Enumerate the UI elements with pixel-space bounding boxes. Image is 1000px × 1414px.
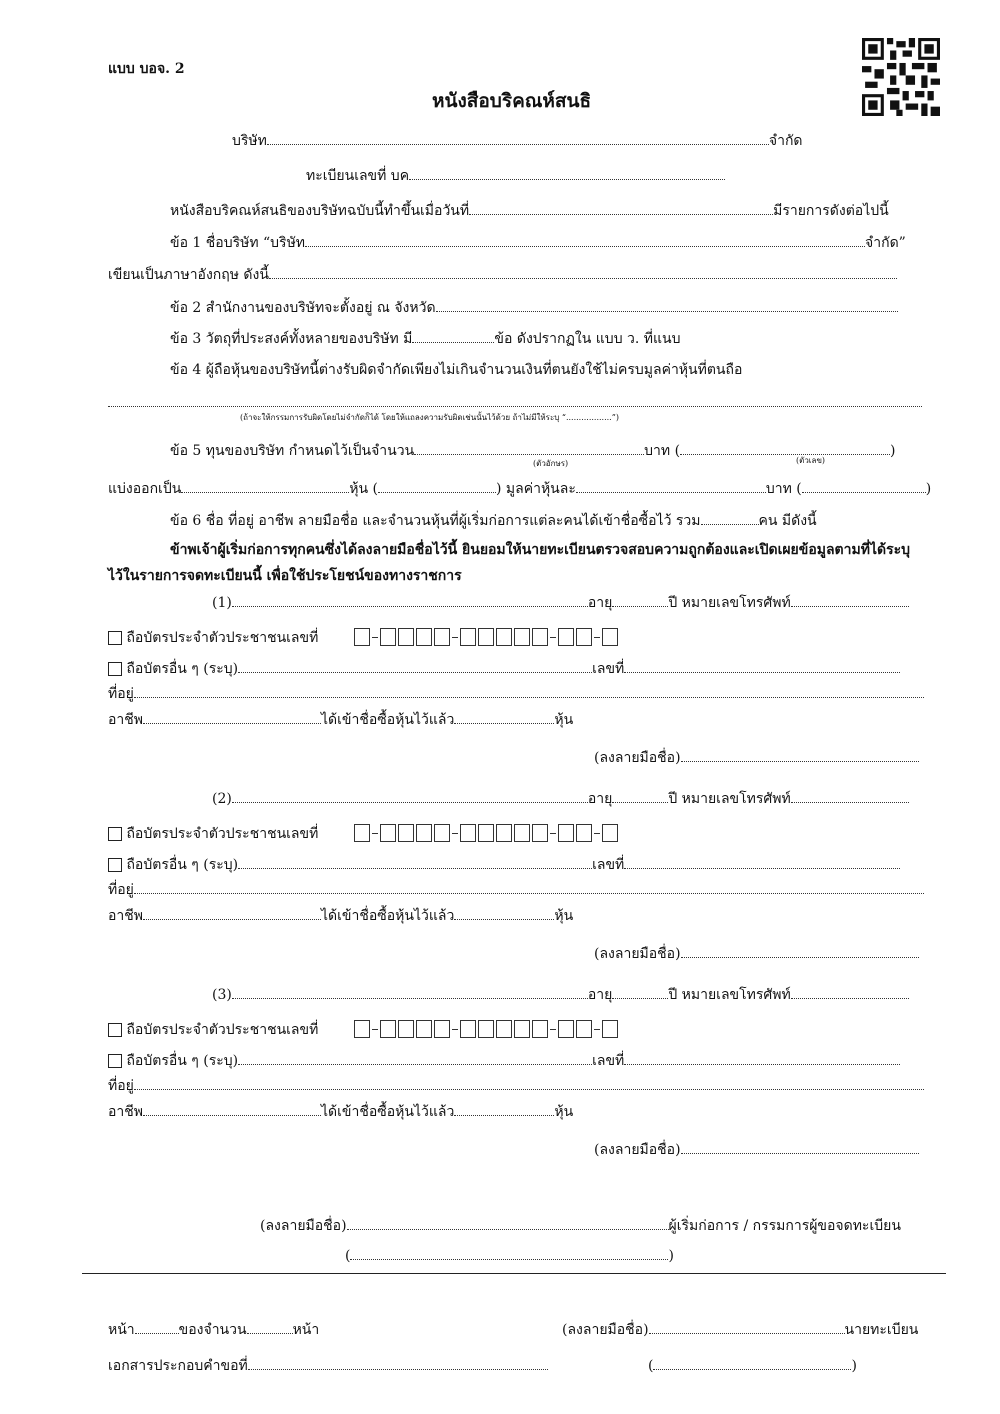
capital-words-field[interactable] bbox=[414, 441, 644, 455]
signature-label: (ลงลายมือชื่อ) bbox=[594, 750, 681, 766]
age-label: อายุ bbox=[587, 791, 613, 807]
occupation-field[interactable] bbox=[143, 906, 321, 920]
occupation-field[interactable] bbox=[143, 1102, 321, 1116]
other-card-checkbox[interactable] bbox=[108, 858, 122, 872]
age-field[interactable] bbox=[612, 593, 668, 607]
id-number-boxes[interactable] bbox=[354, 1019, 620, 1039]
final-name-line[interactable] bbox=[345, 1246, 674, 1265]
par-value-label: ) มูลค่าหุ้นละ bbox=[496, 481, 576, 497]
footer-of-label: ของจำนวน bbox=[178, 1322, 247, 1338]
address-field[interactable] bbox=[134, 1076, 924, 1090]
capital-digits-field[interactable] bbox=[680, 441, 890, 455]
shares-label: หุ้น bbox=[554, 908, 574, 924]
par-value-baht: บาท ( bbox=[765, 481, 802, 497]
final-signature-field[interactable] bbox=[347, 1216, 669, 1230]
id-card-label: ถือบัตรประจำตัวประชาชนเลขที่ bbox=[126, 826, 319, 842]
other-card-checkbox[interactable] bbox=[108, 1054, 122, 1068]
registrar-name-field[interactable] bbox=[653, 1356, 851, 1370]
company-suffix: จำกัด bbox=[768, 133, 803, 149]
other-card-number-field[interactable] bbox=[624, 855, 900, 869]
clause-5-baht: บาท ( bbox=[644, 443, 681, 459]
id-card-checkbox[interactable] bbox=[108, 631, 122, 645]
shares-count-field[interactable] bbox=[181, 479, 349, 493]
other-card-line[interactable] bbox=[108, 1051, 900, 1070]
registration-number-field[interactable] bbox=[409, 166, 725, 180]
final-signature-line[interactable] bbox=[260, 1216, 901, 1235]
promoter-index: (2) bbox=[212, 791, 232, 807]
clause-4-blank-line[interactable] bbox=[108, 393, 922, 412]
clause-1-english-line[interactable] bbox=[108, 265, 897, 284]
page-number-field[interactable] bbox=[135, 1320, 179, 1334]
registrar-sign-label: (ลงลายมือชื่อ) bbox=[562, 1322, 649, 1338]
other-card-line[interactable] bbox=[108, 855, 900, 874]
occupation-label: อาชีพ bbox=[108, 908, 143, 924]
registrar-name-close: ) bbox=[851, 1358, 857, 1374]
par-value-close: ) bbox=[925, 481, 932, 497]
shares-label: หุ้น bbox=[554, 712, 574, 728]
subscribed-label: ได้เข้าชื่อซื้อหุ้นไว้แล้ว bbox=[321, 908, 455, 924]
clause-5-line[interactable] bbox=[170, 441, 896, 460]
age-field[interactable] bbox=[612, 985, 668, 999]
subscribed-label: ได้เข้าชื่อซื้อหุ้นไว้แล้ว bbox=[321, 712, 455, 728]
address-label: ที่อยู่ bbox=[108, 686, 134, 702]
phone-field[interactable] bbox=[791, 789, 909, 803]
address-label: ที่อยู่ bbox=[108, 1078, 134, 1094]
occupation-label: อาชีพ bbox=[108, 1104, 143, 1120]
attachment-line[interactable] bbox=[108, 1356, 548, 1375]
subscribed-label: ได้เข้าชื่อซื้อหุ้นไว้แล้ว bbox=[321, 1104, 455, 1120]
id-card-label: ถือบัตรประจำตัวประชาชนเลขที่ bbox=[126, 630, 319, 646]
document-title: หนังสือบริคณห์สนธิ bbox=[432, 90, 592, 112]
year-phone-label: ปี หมายเลขโทรศัพท์ bbox=[668, 595, 791, 611]
registrar-sign-line[interactable] bbox=[562, 1320, 918, 1339]
other-card-label: ถือบัตรอื่น ๆ (ระบุ) bbox=[126, 1053, 239, 1069]
objectives-count-field[interactable] bbox=[412, 329, 494, 343]
shares-count-words-field[interactable] bbox=[378, 479, 496, 493]
signature-label: (ลงลายมือชื่อ) bbox=[594, 1142, 681, 1158]
address-field[interactable] bbox=[134, 684, 924, 698]
phone-field[interactable] bbox=[791, 593, 909, 607]
clause-4-text: ข้อ 4 ผู้ถือหุ้นของบริษัทนี้ต่างรับผิดจำกัดเพียงไม่เกินจำนวนเงินที่ตนยังใช้ไม่ครบมูลค่าหุ้นที่ตนถือ bbox=[170, 362, 743, 378]
id-card-line[interactable] bbox=[108, 1021, 318, 1039]
final-name-open: ( bbox=[345, 1248, 351, 1264]
promoter-count-field[interactable] bbox=[701, 511, 759, 525]
shares-label: หุ้น bbox=[554, 1104, 574, 1120]
promoter-signature-line[interactable] bbox=[594, 1140, 919, 1159]
form-code: แบบ บอจ. 2 bbox=[108, 61, 185, 77]
age-label: อายุ bbox=[587, 595, 613, 611]
promoter-index: (3) bbox=[212, 987, 232, 1003]
registrar-name-line[interactable] bbox=[648, 1356, 857, 1375]
footer-page-label: หน้า bbox=[108, 1322, 135, 1338]
number-label: เลขที่ bbox=[592, 857, 625, 873]
clause-5-label: ข้อ 5 ทุนของบริษัท กำหนดไว้เป็นจำนวน bbox=[170, 443, 415, 459]
other-card-type-field[interactable] bbox=[238, 855, 592, 869]
capital-digits-caption: (ตัวเลข) bbox=[796, 456, 826, 465]
company-name-field[interactable] bbox=[267, 131, 769, 145]
company-prefix: บริษัท bbox=[232, 133, 267, 149]
final-name-field[interactable] bbox=[350, 1246, 668, 1260]
promoter-index: (1) bbox=[212, 595, 232, 611]
occupation-line[interactable] bbox=[108, 906, 573, 925]
clause-1-line[interactable] bbox=[170, 233, 906, 252]
other-card-type-field[interactable] bbox=[238, 659, 592, 673]
declaration-line-1: ข้าพเจ้าผู้เริ่มก่อการทุกคนซึ่งได้ลงลายมือชื่อไว้นี้ ยินยอมให้นายทะเบียนตรวจสอบความถูกต้องและเปิดเผยข้อมูลตามที่ได้ระบุ bbox=[170, 542, 911, 558]
registrar-label: นายทะเบียน bbox=[844, 1322, 919, 1338]
address-label: ที่อยู่ bbox=[108, 882, 134, 898]
registration-label: ทะเบียนเลขที่ บค bbox=[306, 168, 410, 184]
clause-1-suffix: จำกัด” bbox=[865, 235, 906, 251]
id-card-label: ถือบัตรประจำตัวประชาชนเลขที่ bbox=[126, 1022, 319, 1038]
other-card-type-field[interactable] bbox=[238, 1051, 592, 1065]
other-card-line[interactable] bbox=[108, 659, 900, 678]
id-card-line[interactable] bbox=[108, 629, 318, 647]
clause-6-label: ข้อ 6 ชื่อ ที่อยู่ อาชีพ ลายมือชื่อ และจำนวนหุ้นที่ผู้เริ่มก่อการแต่ละคนได้เข้าชื่อซื้อไว้ รวม bbox=[170, 513, 701, 529]
clause-3-suffix: ข้อ ดังปรากฏใน แบบ ว. ที่แนบ bbox=[494, 331, 681, 347]
signature-label: (ลงลายมือชื่อ) bbox=[594, 946, 681, 962]
clause-2-line[interactable] bbox=[170, 298, 898, 317]
registration-line[interactable] bbox=[306, 166, 725, 185]
occupation-label: อาชีพ bbox=[108, 712, 143, 728]
clause-5-close: ) bbox=[890, 443, 896, 459]
final-name-close: ) bbox=[668, 1248, 674, 1264]
other-card-number-field[interactable] bbox=[624, 1051, 900, 1065]
occupation-field[interactable] bbox=[143, 710, 321, 724]
par-value-field[interactable] bbox=[576, 479, 766, 493]
id-card-checkbox[interactable] bbox=[108, 1023, 122, 1037]
clause-6-line[interactable] bbox=[170, 511, 817, 530]
promoter-name-line[interactable] bbox=[212, 789, 909, 808]
shares-line[interactable] bbox=[108, 479, 931, 498]
other-card-label: ถือบัตรอื่น ๆ (ระบุ) bbox=[126, 661, 239, 677]
other-card-checkbox[interactable] bbox=[108, 662, 122, 676]
page-total-field[interactable] bbox=[247, 1320, 293, 1334]
registrar-signature-field[interactable] bbox=[649, 1320, 845, 1334]
promoter-signature-line[interactable] bbox=[594, 748, 919, 767]
other-card-number-field[interactable] bbox=[624, 659, 900, 673]
address-line[interactable] bbox=[108, 880, 924, 899]
liability-field[interactable] bbox=[108, 393, 922, 407]
id-number-boxes[interactable] bbox=[354, 627, 620, 647]
id-number-boxes[interactable] bbox=[354, 823, 620, 843]
par-value-digits-field[interactable] bbox=[802, 479, 926, 493]
company-name-th-field[interactable] bbox=[305, 233, 865, 247]
clause-1-label: ข้อ 1 ชื่อบริษัท “บริษัท bbox=[170, 235, 306, 251]
footer-page2-label: หน้า bbox=[292, 1322, 320, 1338]
age-label: อายุ bbox=[587, 987, 613, 1003]
number-label: เลขที่ bbox=[592, 1053, 625, 1069]
attachment-label: เอกสารประกอบคำขอที่ bbox=[108, 1358, 248, 1374]
final-signature-role: ผู้เริ่มก่อการ / กรรมการผู้ขอจดทะเบียน bbox=[668, 1218, 901, 1234]
clause-3-label: ข้อ 3 วัตถุที่ประสงค์ทั้งหลายของบริษัท มี bbox=[170, 331, 413, 347]
shares-unit: หุ้น ( bbox=[349, 481, 378, 497]
number-label: เลขที่ bbox=[592, 661, 625, 677]
clause-4-note: (ถ้าจะให้กรรมการรับผิดโดยไม่จำกัดก็ได้ โดยให้แถลงความรับผิดเช่นนั้นไว้ด้วย ถ้าไม่มีให้ระบุ “..................”) bbox=[240, 413, 619, 422]
shares-subscribed-field[interactable] bbox=[454, 906, 554, 920]
promoter-signature-field[interactable] bbox=[681, 748, 919, 762]
phone-field[interactable] bbox=[791, 985, 909, 999]
promoter-name-field[interactable] bbox=[232, 985, 588, 999]
shares-subscribed-field[interactable] bbox=[454, 710, 554, 724]
promoter-signature-field[interactable] bbox=[681, 944, 919, 958]
promoter-name-field[interactable] bbox=[232, 593, 588, 607]
occupation-line[interactable] bbox=[108, 1102, 573, 1121]
clause-1-english-label: เขียนเป็นภาษาอังกฤษ ดังนี้ bbox=[108, 267, 269, 283]
address-line[interactable] bbox=[108, 684, 924, 703]
final-signature-label: (ลงลายมือชื่อ) bbox=[260, 1218, 347, 1234]
promoter-signature-line[interactable] bbox=[594, 944, 919, 963]
divider bbox=[82, 1273, 946, 1274]
province-field[interactable] bbox=[436, 298, 898, 312]
year-phone-label: ปี หมายเลขโทรศัพท์ bbox=[668, 791, 791, 807]
promoter-name-line[interactable] bbox=[212, 985, 909, 1004]
intro-suffix: มีรายการดังต่อไปนี้ bbox=[773, 203, 889, 219]
occupation-line[interactable] bbox=[108, 710, 573, 729]
address-field[interactable] bbox=[134, 880, 924, 894]
year-phone-label: ปี หมายเลขโทรศัพท์ bbox=[668, 987, 791, 1003]
registrar-name-open: ( bbox=[648, 1358, 654, 1374]
id-card-line[interactable] bbox=[108, 825, 318, 843]
id-card-checkbox[interactable] bbox=[108, 827, 122, 841]
company-line[interactable] bbox=[232, 131, 803, 150]
intro-line[interactable] bbox=[170, 201, 889, 220]
shares-label: แบ่งออกเป็น bbox=[108, 481, 182, 497]
capital-words-caption: (ตัวอักษร) bbox=[533, 459, 569, 468]
footer-page-line[interactable] bbox=[108, 1320, 319, 1339]
address-line[interactable] bbox=[108, 1076, 924, 1095]
promoter-signature-field[interactable] bbox=[681, 1140, 919, 1154]
declaration-line-2: ไว้ในรายการจดทะเบียนนี้ เพื่อใช้ประโยชน์ของทางราชการ bbox=[108, 568, 462, 584]
intro-text: หนังสือบริคณห์สนธิของบริษัทฉบับนี้ทำขึ้นเมื่อวันที่ bbox=[170, 203, 470, 219]
other-card-label: ถือบัตรอื่น ๆ (ระบุ) bbox=[126, 857, 239, 873]
shares-subscribed-field[interactable] bbox=[454, 1102, 554, 1116]
clause-2-label: ข้อ 2 สำนักงานของบริษัทจะตั้งอยู่ ณ จังหวัด bbox=[170, 300, 436, 316]
clause-3-line[interactable] bbox=[170, 329, 681, 348]
age-field[interactable] bbox=[612, 789, 668, 803]
date-field[interactable] bbox=[469, 201, 773, 215]
attachment-field[interactable] bbox=[248, 1356, 548, 1370]
clause-6-suffix: คน มีดังนี้ bbox=[758, 513, 817, 529]
company-name-en-field[interactable] bbox=[269, 265, 897, 279]
qr-code-icon bbox=[862, 38, 940, 116]
promoter-name-field[interactable] bbox=[232, 789, 588, 803]
promoter-name-line[interactable] bbox=[212, 593, 909, 612]
